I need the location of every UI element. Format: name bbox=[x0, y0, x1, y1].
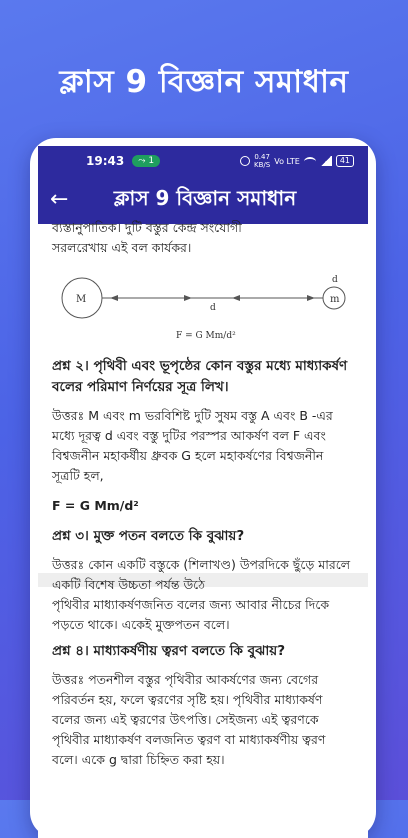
question-4: প্রশ্ন ৪। মাধ্যাকর্ষণীয় ত্বরণ বলতে কি বুঝায়? bbox=[52, 643, 286, 659]
label-m: m bbox=[330, 294, 340, 305]
status-pill-count: 1 bbox=[148, 156, 155, 166]
arrow-right-icon bbox=[307, 295, 315, 301]
label-d-right: d bbox=[332, 275, 338, 285]
arrow-mid-icon bbox=[184, 295, 192, 301]
text-line: সরলরেখায় এই বল কার্যকর। bbox=[52, 240, 192, 255]
label-M: M bbox=[76, 294, 87, 305]
answer-3: উত্তরঃ কোন একটি বস্তুকে (শিলাখণ্ড) উপরদিকে ছুঁড়ে মারলে একটি বিশেষ উচ্চতা পর্যন্ত উঠে bbox=[52, 557, 351, 592]
promo-title: ক্লাস 9 বিজ্ঞান সমাধান bbox=[59, 64, 349, 100]
app-bar bbox=[38, 176, 368, 224]
back-arrow-icon[interactable]: ← bbox=[50, 187, 69, 212]
phone-mockup bbox=[30, 138, 376, 838]
battery-icon: 41 bbox=[336, 155, 354, 167]
formula-text: F = G Mm/d² bbox=[52, 498, 139, 513]
cast-icon: ⤳ bbox=[138, 156, 146, 166]
diagram-formula: F = G Mm/d² bbox=[176, 331, 236, 341]
gravity-diagram bbox=[52, 268, 354, 346]
speed-value: 0.47 bbox=[254, 153, 270, 161]
signal-icon bbox=[320, 156, 332, 166]
answer-card-2 bbox=[52, 587, 354, 770]
phone-screen bbox=[38, 146, 368, 838]
gravity-diagram-svg bbox=[52, 268, 366, 346]
text-line: ব্যস্তানুপাতিক। দুটি বস্তুর কেন্দ্র সংযোগী bbox=[52, 220, 242, 235]
label-d-middle: d bbox=[210, 303, 216, 313]
paragraph-top bbox=[52, 218, 354, 258]
arrow-mid2-icon bbox=[232, 295, 240, 301]
speed-unit: KB/S bbox=[254, 161, 271, 169]
content-area[interactable] bbox=[38, 218, 368, 770]
status-bar bbox=[38, 146, 368, 176]
wifi-icon bbox=[304, 157, 316, 166]
question-2: প্রশ্ন ২। পৃথিবী এবং ভূপৃষ্ঠের কোন বস্তুর মধ্যে মাধ্যাকর্ষণ বলের পরিমাণ নির্ণয়ের সূত্র লিখ। bbox=[52, 358, 348, 395]
answer-3-continued: পৃথিবীর মাধ্যাকর্ষণজনিত বলের জন্য আবার নীচের দিকে পড়তে থাকে। একেই মুক্তপতন বলে। bbox=[52, 597, 330, 632]
answer-4: উত্তরঃ পতনশীল বস্তুর পৃথিবীর আকর্ষণের জন্য বেগের পরিবর্তন হয়, ফলে ত্বরণের সৃষ্টি হয়। পৃথিবীর মাধ্যাকর্ষণ বলের জন্য এই ত্বরণের উৎপত্তি। সেইজন্য এই ত্বরণকে পৃথিবীর মাধ্যাকর্ষণ বলজনিত ত্বরণ বা মাধ্যাকর্ষণীয় ত্বরণ বলে। একে g দ্বারা চিহ্নিত করা হয়। bbox=[52, 672, 326, 767]
network-speed bbox=[254, 153, 270, 169]
app-title: ক্লাস 9 বিজ্ঞান সমাধান bbox=[113, 185, 297, 210]
answer-2: উত্তরঃ M এবং m ভরবিশিষ্ট দুটি সুষম বস্তু A এবং B -এর মধ্যে দূরত্ব d এবং বস্তু দুটির পরস্পর আকর্ষণ বল F এবং বিশ্বজনীন মহাকর্ষীয় ধ্রুবক G হলে মহাকর্ষণের বিশ্বজনীন সূত্রটি হল, bbox=[52, 408, 333, 483]
status-right-icons bbox=[240, 153, 354, 169]
arrow-left-icon bbox=[110, 295, 118, 301]
status-pill bbox=[132, 155, 160, 167]
answer-card bbox=[52, 218, 354, 592]
status-time: 19:43 bbox=[86, 154, 125, 168]
alarm-icon bbox=[240, 156, 250, 166]
volte-label: Vo LTE bbox=[274, 156, 300, 166]
question-3: প্রশ্ন ৩। মুক্ত পতন বলতে কি বুঝায়? bbox=[52, 528, 245, 544]
